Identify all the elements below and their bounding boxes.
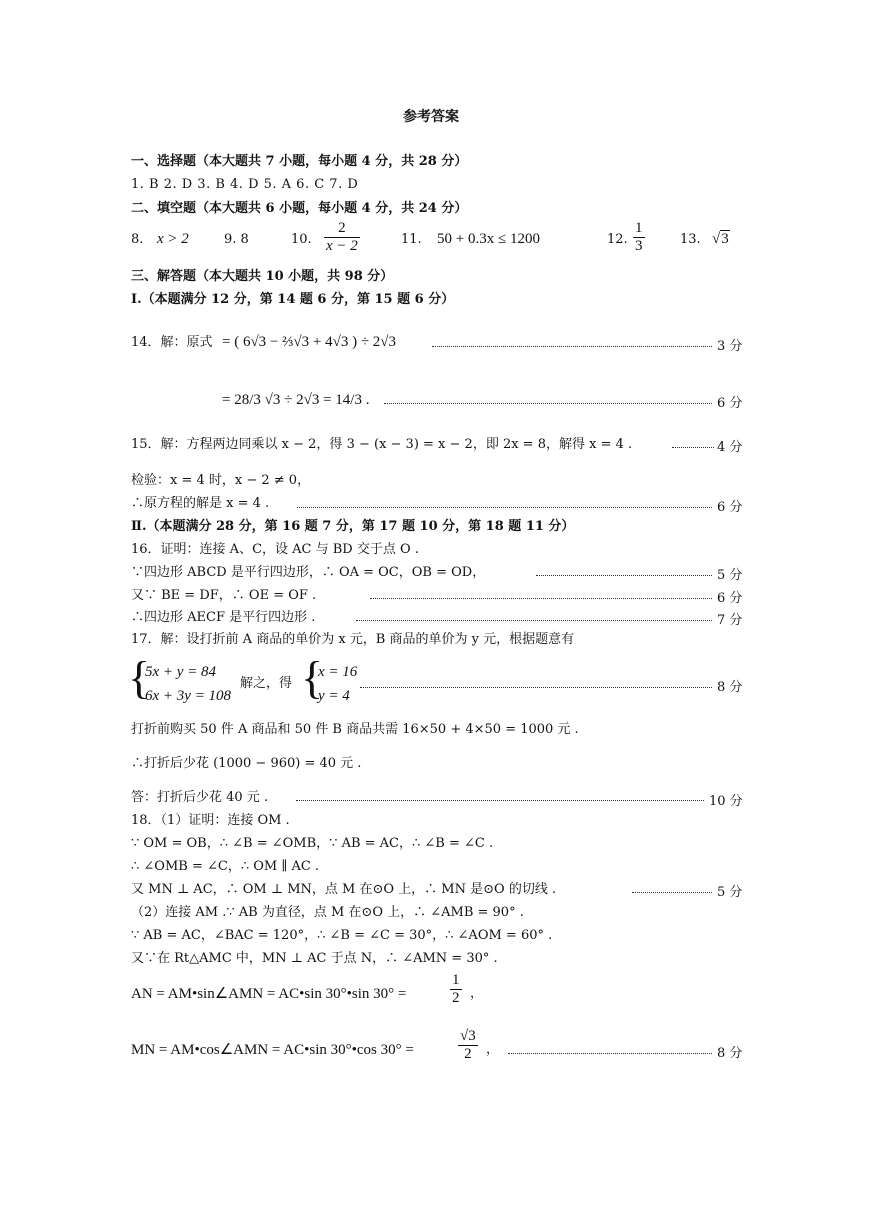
q17-equation-1: 5x + y = 84 <box>145 664 217 680</box>
q18-leader-dots-2 <box>508 1053 712 1054</box>
q14-leader-dots <box>432 346 712 347</box>
q18-line8-numerator: 1 <box>452 972 460 988</box>
q14-points-1: 3 分 <box>717 339 743 354</box>
q10-numerator: 2 <box>324 220 360 238</box>
q18-line9-numerator: √3 <box>460 1028 476 1044</box>
q16-leader-dots-3 <box>370 598 712 599</box>
q10-denominator: x − 2 <box>326 238 358 254</box>
q8-answer: x > 2 <box>157 231 189 247</box>
q17-equation-2: 6x + 3y = 108 <box>145 688 232 704</box>
q18-line8-denominator: 2 <box>452 990 460 1006</box>
q16-points-4: 7 分 <box>717 613 743 628</box>
q16-points-3: 6 分 <box>717 591 743 606</box>
section-solve-heading: 三、解答题（本大题共 10 小题，共 98 分） <box>131 269 394 284</box>
q18-line9-comma: ， <box>486 1042 500 1057</box>
q18-line9-denominator: 2 <box>464 1046 472 1062</box>
section-fill-heading: 二、填空题（本大题共 6 小题，每小题 4 分，共 24 分） <box>131 201 468 216</box>
q16-line1: 16．证明：连接 A、C，设 AC 与 BD 交于点 O . <box>131 542 419 557</box>
q15-points-1: 4 分 <box>717 440 743 455</box>
q17-equation-system <box>145 660 231 708</box>
q10-number: 10. <box>291 232 312 247</box>
q17-solution-2: y = 4 <box>318 688 350 704</box>
q18-line7: 又∵在 Rt△AMC 中，MN ⊥ AC 于点 N，∴ ∠AMN = 30° . <box>131 951 498 966</box>
q14-points-2: 6 分 <box>717 396 743 411</box>
q18-line8-comma: ， <box>470 986 484 1001</box>
q14-leader-dots-2 <box>384 403 712 404</box>
q14-lead: 14．解：原式 <box>131 335 213 350</box>
q18-line2: ∵ OM = OB，∴ ∠B = ∠OMB，∵ AB = AC，∴ ∠B = ∠C . <box>131 836 494 851</box>
q15-leader-dots <box>672 447 714 448</box>
q12-number: 12. <box>607 232 628 247</box>
q15-conclusion: ∴原方程的解是 x = 4 . <box>131 496 270 511</box>
q12-denominator: 3 <box>635 238 643 254</box>
q18-leader-dots-1 <box>632 892 712 893</box>
q15-check: 检验：x = 4 时，x − 2 ≠ 0， <box>131 473 311 488</box>
q15-leader-dots-2 <box>297 507 712 508</box>
q16-leader-dots-4 <box>356 620 712 621</box>
q17-points-2: 10 分 <box>709 794 743 809</box>
q16-leader-dots-2 <box>536 575 712 576</box>
q17-line1: 17．解：设打折前 A 商品的单价为 x 元，B 商品的单价为 y 元，根据题意有 <box>131 632 575 647</box>
q17-line3: 打折前购买 50 件 A 商品和 50 件 B 商品共需 16×50 + 4×50 = 1000 元 . <box>131 722 579 737</box>
q18-line5: （2）连接 AM .∵ AB 为直径，点 M 在⊙O 上，∴ ∠AMB = 90° . <box>131 905 524 920</box>
q13-radicand: 3 <box>721 231 729 247</box>
q18-line8-fraction <box>450 972 462 1007</box>
q17-solution-brace: { <box>301 652 324 703</box>
q11-answer: 50 + 0.3x ≤ 1200 <box>437 231 540 247</box>
q12-fraction <box>633 220 645 255</box>
q17-leader-dots <box>360 687 712 688</box>
q18-line6: ∵ AB = AC，∠BAC = 120°，∴ ∠B = ∠C = 30°，∴ ∠AOM = 60° . <box>131 928 553 943</box>
q16-line2: ∵四边形 ABCD 是平行四边形，∴ OA = OC，OB = OD， <box>131 565 486 580</box>
q15-line1: 15．解：方程两边同乘以 x − 2，得 3 − (x − 3) = x − 2，即 2x = 8，解得 x = 4 . <box>131 437 633 452</box>
q17-line4: ∴打折后少花 (1000 − 960) = 40 元 . <box>131 756 362 771</box>
q18-line9: MN = AM•cos∠AMN = AC•sin 30°•cos 30° = <box>131 1042 414 1058</box>
section-choice-heading: 一、选择题（本大题共 7 小题，每小题 4 分，共 28 分） <box>131 154 468 169</box>
q14-expression: = ( 6√3 − ⅔√3 + 4√3 ) ÷ 2√3 <box>222 334 397 350</box>
page-title: 参考答案 <box>403 109 459 125</box>
q17-solution-system <box>318 660 357 708</box>
q14-line2: = 28/3 √3 ÷ 2√3 = 14/3 . <box>222 392 370 408</box>
q17-points-1: 8 分 <box>717 680 743 695</box>
q16-line4: ∴四边形 AECF 是平行四边形 . <box>131 610 316 625</box>
q13-number: 13. <box>680 232 701 247</box>
q17-answer: 答：打折后少花 40 元 . <box>131 790 269 805</box>
q9-answer: 9. 8 <box>224 232 249 247</box>
q18-points-2: 8 分 <box>717 1046 743 1061</box>
q13-answer: √3 <box>712 231 729 247</box>
q8-number: 8. <box>131 232 144 247</box>
q16-line3: 又∵ BE = DF，∴ OE = OF . <box>131 588 317 603</box>
q10-fraction <box>324 220 360 255</box>
q18-line3: ∴ ∠OMB = ∠C，∴ OM ∥ AC . <box>131 859 320 874</box>
part1-heading: Ⅰ.（本题满分 12 分，第 14 题 6 分，第 15 题 6 分） <box>131 292 455 307</box>
q15-points-2: 6 分 <box>717 500 743 515</box>
q16-points-2: 5 分 <box>717 568 743 583</box>
q17-solve-label: 解之，得 <box>240 676 293 691</box>
q12-numerator: 1 <box>635 220 643 236</box>
q17-leader-dots-2 <box>296 800 704 801</box>
q18-line8: AN = AM•sin∠AMN = AC•sin 30°•sin 30° = <box>131 986 407 1002</box>
choice-answers: 1. B 2. D 3. B 4. D 5. A 6. C 7. D <box>131 177 359 192</box>
q17-system-brace: { <box>128 652 151 703</box>
part2-heading: Ⅱ.（本题满分 28 分，第 16 题 7 分，第 17 题 10 分，第 18 题 11 分） <box>131 519 575 534</box>
q11-number: 11. <box>401 232 422 247</box>
q18-line1: 18．（1）证明：连接 OM . <box>131 813 290 828</box>
q18-points-1: 5 分 <box>717 885 743 900</box>
q17-solution-1: x = 16 <box>318 664 358 680</box>
q18-line4: 又 MN ⊥ AC，∴ OM ⊥ MN，点 M 在⊙O 上，∴ MN 是⊙O 的切线 . <box>131 882 557 897</box>
q18-line9-fraction <box>458 1028 478 1063</box>
